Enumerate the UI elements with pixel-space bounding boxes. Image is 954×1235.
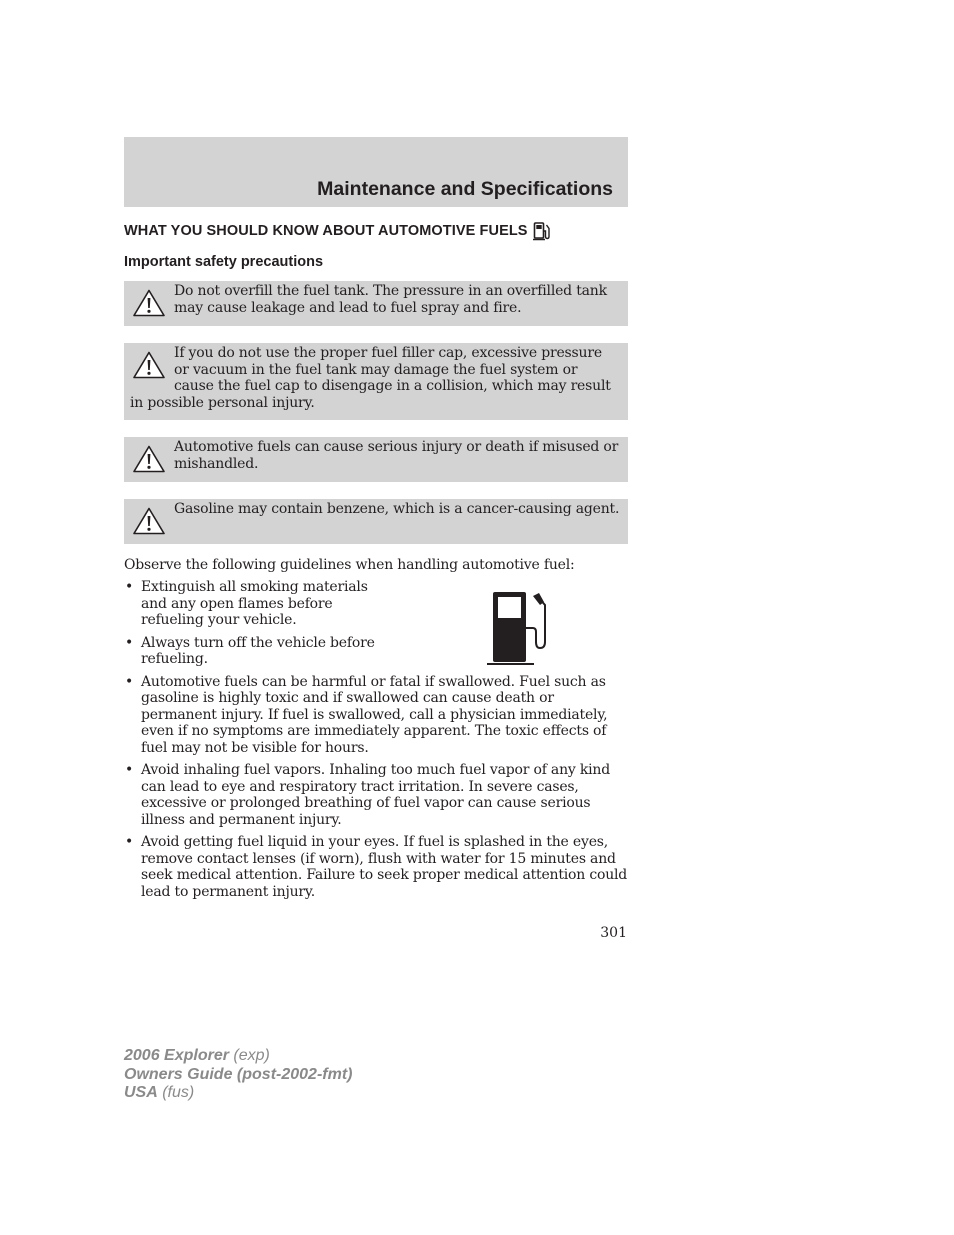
page-title: Maintenance and Specifications [317,178,613,200]
header-bar [124,137,628,207]
warning-box [124,499,628,544]
intro-text: Observe the following guidelines when handling automotive fuel: [124,557,575,573]
list-item: • Always turn off the vehicle before refueling. [124,635,628,668]
section-title [124,221,551,241]
guideline-list [124,579,628,906]
list-item: • Automotive fuels can be harmful or fatal if swallowed. Fuel such as gasoline is highly toxic and if swallowed can cause death or permanent injury. If fuel is swallowed, call a physician immediately, even if no symptoms are immediately apparent. The toxic effects of fuel may not be visible for hours. [124,674,628,757]
list-item: • Avoid getting fuel liquid in your eyes. If fuel is splashed in the eyes, remove contact lenses (if worn), flush with water for 15 minutes and seek medical attention. Failure to seek proper medical attention could lead to permanent injury. [124,834,628,900]
list-item: • Avoid inhaling fuel vapors. Inhaling too much fuel vapor of any kind can lead to eye and respiratory tract irritation. In severe cases, excessive or prolonged breathing of fuel vapor can cause serious illness and permanent injury. [124,762,628,828]
subheading: Important safety precautions [124,254,324,270]
list-item: • Extinguish all smoking materials and any open flames before refueling your vehicle. [124,579,628,629]
warning-triangle-icon [132,288,166,318]
warning-text: Gasoline may contain benzene, which is a cancer-causing agent. [174,501,620,517]
footer-line-3: USA (fus) [124,1084,195,1101]
warning-box [124,343,628,420]
warning-box [124,437,628,482]
fuel-pump-icon [533,221,551,241]
warning-triangle-icon [132,506,166,536]
section-title-text: WHAT YOU SHOULD KNOW ABOUT AUTOMOTIVE FUELS [124,223,528,239]
footer-line-1: 2006 Explorer (exp) [124,1047,270,1064]
warning-text: Do not overfill the fuel tank. The pressure in an overfilled tank may cause leakage and lead to fuel spray and fire. [174,283,607,316]
footer [124,1047,352,1103]
warning-box [124,281,628,326]
warning-triangle-icon [132,444,166,474]
page-number: 301 [600,925,627,941]
warning-text: If you do not use the proper fuel filler cap, excessive pressure or vacuum in the fuel tank may damage the fuel system or cause the fuel cap to disengage in a collision, which may result in possible personal injury. [130,345,611,411]
warning-text: Automotive fuels can cause serious injury or death if misused or mishandled. [174,439,619,472]
fuel-pump-illustration-icon [484,590,550,666]
warning-triangle-icon [132,350,166,380]
footer-line-2: Owners Guide (post-2002-fmt) [124,1065,353,1083]
